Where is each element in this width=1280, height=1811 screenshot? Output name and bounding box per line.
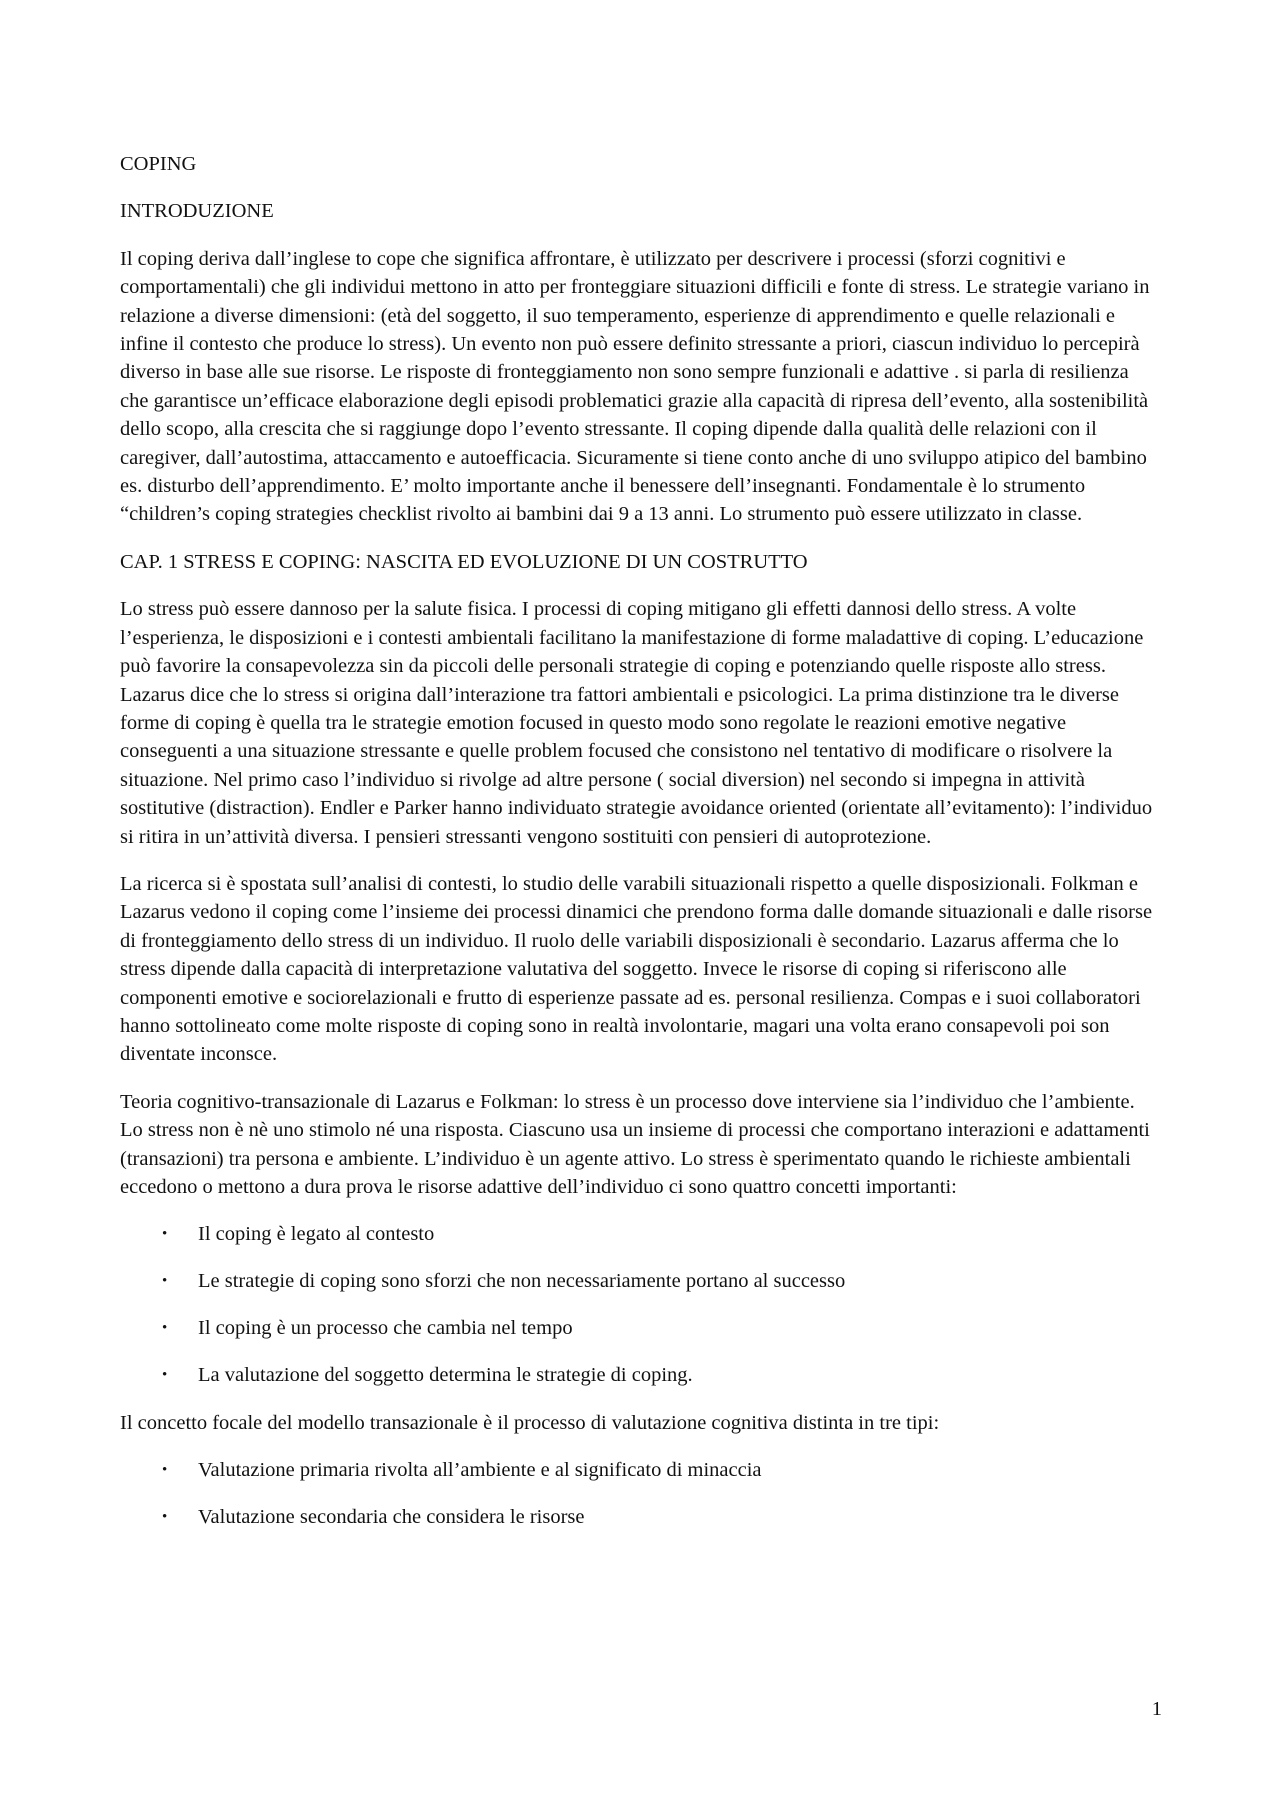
list-item (120, 1503, 1156, 1531)
list-item (120, 1220, 1156, 1248)
list-item-text: La valutazione del soggetto determina le strategie di coping. (198, 1364, 693, 1387)
list-item-text: Il coping è un processo che cambia nel tempo (198, 1317, 573, 1340)
list-item-text: Il coping è legato al contesto (198, 1223, 435, 1246)
list-item (120, 1456, 1156, 1484)
document-body (120, 150, 1156, 1531)
list-item (120, 1314, 1156, 1342)
bullet-icon: • (162, 1508, 168, 1525)
section-heading-introduzione: INTRODUZIONE (120, 200, 274, 223)
bullet-icon: • (162, 1226, 168, 1243)
list-item (120, 1361, 1156, 1389)
paragraph-cap1-1: Lo stress può essere dannoso per la salute fisica. I processi di coping mitigano gli effetti dannosi dello stress. A volte l’esperienza, le disposizioni e i contesti ambientali facilitano la manifestazione di forme maladattive di coping. L’educazione può favorire la consapevolezza sin da piccoli delle personali strategie di coping e potenziando quelle risposte allo stress. Lazarus dice che lo stress si origina dall’interazione tra fattori ambientali e psicologici. La prima distinzione tra le diverse forme di coping è quella tra le strategie emotion focused in questo modo sono regolate le reazioni emotive negative conseguenti a una situazione stressante e quelle problem focused che consistono nel tentativo di modificare o risolvere la situazione. Nel primo caso l’individuo si rivolge ad altre persone ( social diversion) nel secondo si impegna in attività sostitutive (distraction). Endler e Parker hanno individuato strategie avoidance oriented (orientate all’evitamento): l’individuo si ritira in un’attività diversa. I pensieri stressanti vengono sostituiti con pensieri di autoprotezione. (120, 598, 1153, 848)
paragraph-cap1-3: Teoria cognitivo-transazionale di Lazarus e Folkman: lo stress è un processo dove interviene sia l’individuo che l’ambiente. Lo stress non è nè uno stimolo né una risposta. Ciascuno usa un insieme di processi che comportano interazioni e adattamenti (transazioni) tra persona e ambiente. L’individuo è un agente attivo. Lo stress è sperimentato quando le richieste ambientali eccedono o mettono a dura prova le risorse adattive dell’individuo ci sono quattro concetti importanti: (120, 1090, 1150, 1198)
paragraph-introduzione: Il coping deriva dall’inglese to cope che significa affrontare, è utilizzato per descrivere i processi (sforzi cognitivi e comportamentali) che gli individui mettono in atto per fronteggiare situazioni difficili e fonte di stress. Le strategie variano in relazione a diverse dimensioni: (età del soggetto, il suo temperamento, esperienze di apprendimento e quelle relazionali e infine il contesto che produce lo stress). Un evento non può essere definito stressante a priori, ciascun individuo lo percepirà diverso in base alle sue risorse. Le risposte di fronteggiamento non sono sempre funzionali e adattive . si parla di resilienza che garantisce un’efficace elaborazione degli episodi problematici grazie alla capacità di ripresa dell’evento, alla sostenibilità dello scopo, alla crescita che si raggiunge dopo l’evento stressante. Il coping dipende dalla qualità delle relazioni con il caregiver, dall’autostima, attaccamento e autoefficacia. Sicuramente si tiene conto anche di uno sviluppo atipico del bambino es. disturbo dell’apprendimento. E’ molto importante anche il benessere dell’insegnanti. Fondamentale è lo strumento “children’s coping strategies checklist rivolto ai bambini dai 9 a 13 anni. Lo strumento può essere utilizzato in classe. (120, 247, 1150, 526)
paragraph-cap1-4: Il concetto focale del modello transazionale è il processo di valutazione cognitiva distinta in tre tipi: (120, 1411, 940, 1434)
bullet-list-concepts (120, 1220, 1156, 1389)
bullet-list-valutazioni (120, 1456, 1156, 1531)
section-heading-cap1: CAP. 1 STRESS E COPING: NASCITA ED EVOLUZIONE DI UN COSTRUTTO (120, 550, 808, 573)
list-item (120, 1267, 1156, 1295)
bullet-icon: • (162, 1273, 168, 1290)
bullet-icon: • (162, 1320, 168, 1337)
document-title: COPING (120, 153, 197, 175)
list-item-text: Le strategie di coping sono sforzi che non necessariamente portano al successo (198, 1270, 846, 1293)
bullet-icon: • (162, 1461, 168, 1478)
paragraph-cap1-2: La ricerca si è spostata sull’analisi di contesti, lo studio delle varabili situazionali rispetto a quelle disposizionali. Folkman e Lazarus vedono il coping come l’insieme dei processi dinamici che prendono forma dalle domande situazionali e dalle risorse di fronteggiamento dello stress di un individuo. Il ruolo delle variabili disposizionali è secondario. Lazarus afferma che lo stress dipende dalla capacità di interpretazione valutativa del soggetto. Invece le risorse di coping si riferiscono alle componenti emotive e sociorelazionali e frutto di esperienze passate ad es. personal resilienza. Compas e i suoi collaboratori hanno sottolineato come molte risposte di coping sono in realtà involontarie, magari una volta erano consapevoli poi son diventate inconsce. (120, 872, 1153, 1066)
page-number: 1 (1151, 1698, 1162, 1720)
bullet-icon: • (162, 1367, 168, 1384)
list-item-text: Valutazione secondaria che considera le risorse (198, 1505, 585, 1528)
list-item-text: Valutazione primaria rivolta all’ambiente e al significato di minaccia (198, 1458, 762, 1481)
